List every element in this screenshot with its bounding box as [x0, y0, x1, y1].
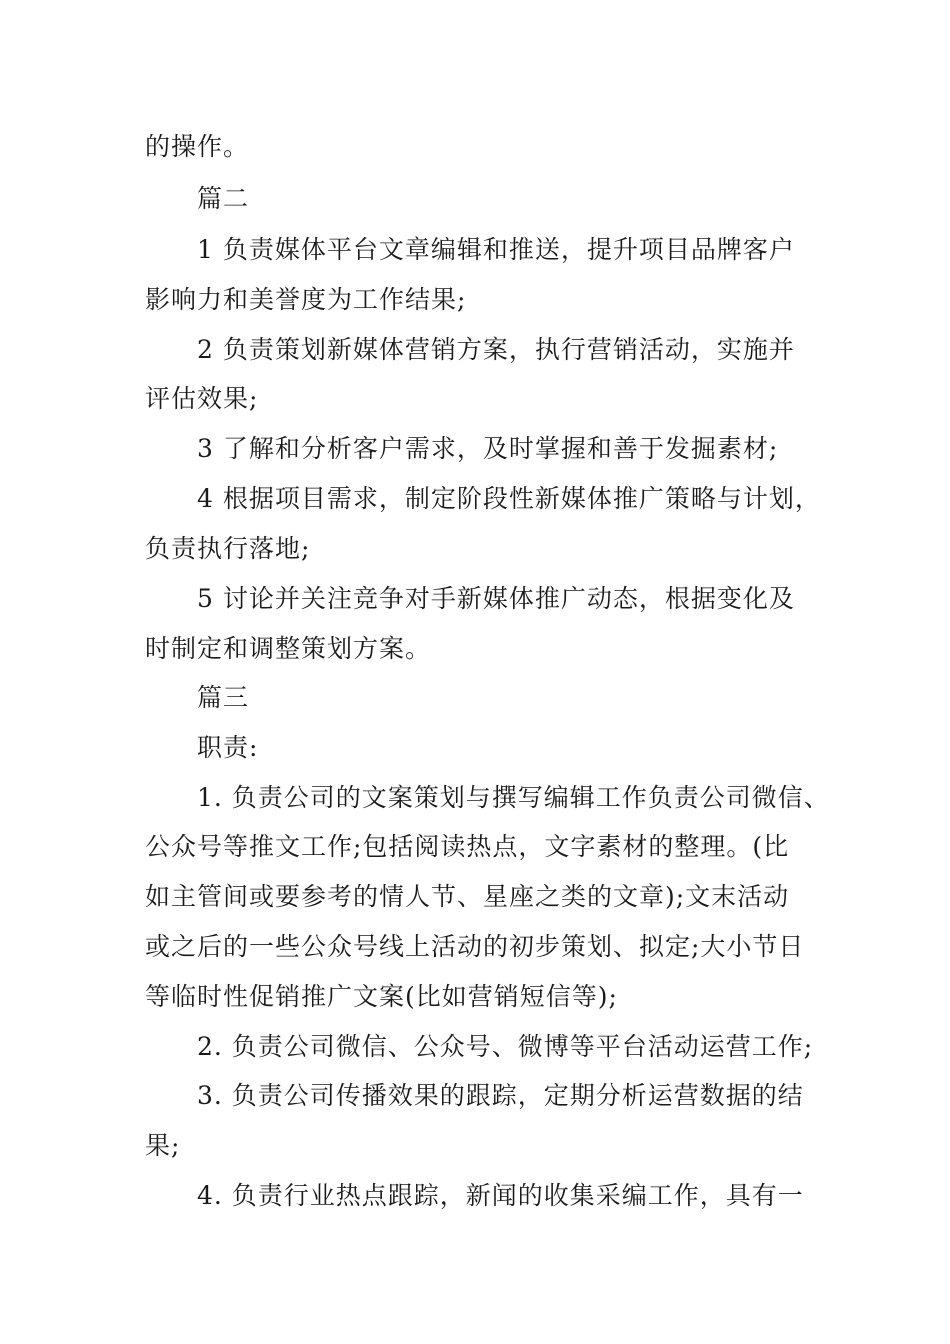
- text-line-5: 2 负责策划新媒体营销方案，执行营销活动，实施并: [197, 335, 795, 364]
- text-line-4: 影响力和美誉度为工作结果;: [145, 285, 467, 314]
- text-line-16: 如主管间或要参考的情人节、星座之类的文章);文末活动: [145, 882, 790, 911]
- text-line-1: 的操作。: [145, 132, 250, 161]
- text-line-22: 4. 负责行业热点跟踪，新闻的收集采编工作，具有一: [197, 1181, 804, 1210]
- text-line-6: 评估效果;: [145, 384, 259, 413]
- text-line-7: 3 了解和分析客户需求，及时掌握和善于发掘素材;: [197, 434, 779, 463]
- text-line-18: 等临时性促销推广文案(比如营销短信等);: [145, 982, 618, 1011]
- text-line-20: 3. 负责公司传播效果的跟踪，定期分析运营数据的结: [197, 1081, 804, 1110]
- text-line-13: 职责:: [197, 733, 259, 762]
- text-line-19: 2. 负责公司微信、公众号、微博等平台活动运营工作;: [197, 1032, 814, 1061]
- text-line-15: 公众号等推文工作;包括阅读热点，文字素材的整理。(比: [145, 832, 790, 861]
- text-line-17: 或之后的一些公众号线上活动的初步策划、拟定;大小节日: [145, 932, 805, 961]
- text-line-10: 5 讨论并关注竞争对手新媒体推广动态，根据变化及: [197, 584, 795, 613]
- text-line-11: 时制定和调整策划方案。: [145, 634, 432, 663]
- text-line-21: 果;: [145, 1131, 181, 1160]
- text-line-8: 4 根据项目需求，制定阶段性新媒体推广策略与计划，: [197, 484, 821, 513]
- section-heading-2: 篇二: [197, 184, 250, 213]
- section-heading-3: 篇三: [197, 683, 250, 712]
- text-line-9: 负责执行落地;: [145, 534, 311, 563]
- text-line-3: 1 负责媒体平台文章编辑和推送，提升项目品牌客户: [197, 235, 795, 264]
- text-line-14: 1. 负责公司的文案策划与撰写编辑工作负责公司微信、: [197, 783, 830, 812]
